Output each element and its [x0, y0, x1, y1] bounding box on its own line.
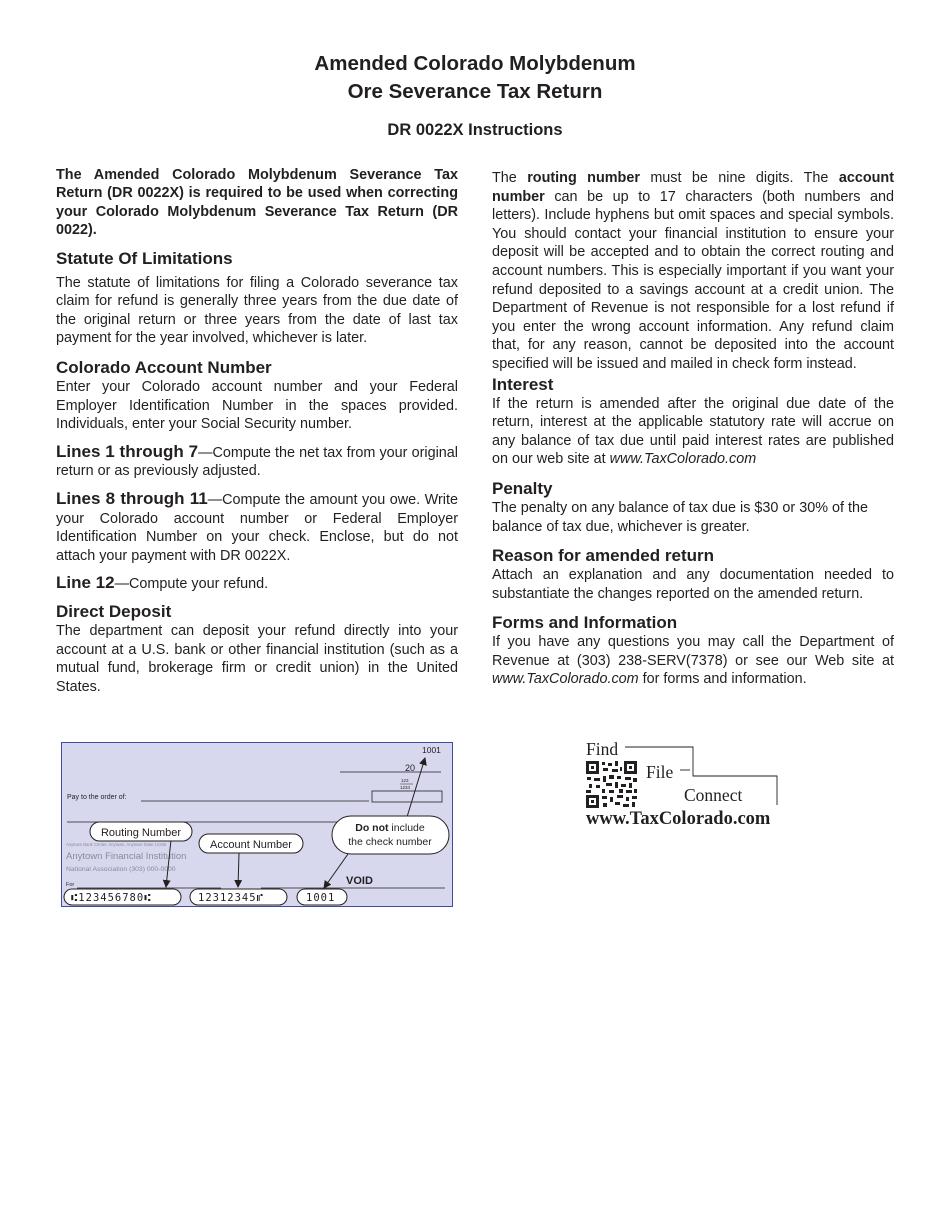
right-column [492, 169, 894, 689]
micr-routing: ⑆123456780⑆ [71, 892, 152, 904]
logo-find: Find [586, 739, 619, 759]
left-column [56, 166, 458, 696]
bank-name: Anytown Financial Institution [66, 851, 187, 862]
penalty-text: The penalty on any balance of tax due is $30 or 30% of the balance of tax due, whichever is greater. [492, 499, 869, 535]
routing-text-2: must be nine digits. The [639, 170, 839, 186]
routing-paragraph [492, 169, 894, 374]
interest-text: If the return is amended after the original due date of the return, interest at the applicable statutory rate will accrue on any balance of tax due until paid interest rates are published on our web site at [492, 395, 894, 468]
void-label: VOID [346, 875, 373, 887]
forms-paragraph [492, 633, 894, 689]
subtitle: DR 0022X Instructions [387, 121, 563, 139]
lines-1-7: Lines 1 through 7—Compute the net tax from your original return or as previously adjusted. [56, 441, 458, 480]
routing-callout-label: Routing Number [100, 827, 182, 839]
logo-connect: Connect [684, 785, 743, 805]
lines-8-11-heading: Lines 8 through 11 [56, 488, 208, 508]
account-number-term: account number [492, 170, 894, 205]
fraction-bottom: 1234 [400, 785, 411, 790]
for-label: For [66, 882, 75, 888]
logo-file: File [646, 762, 674, 782]
statute-text: The statute of limitations for filing a Colorado severance tax claim for refund is generally three years from the due date of the original return or three years from the date of last tax payment for the year involved, whichever is later. [56, 274, 458, 347]
interest-paragraph [492, 395, 894, 469]
taxcolorado-logo [585, 736, 830, 831]
donot-line-1 [355, 822, 425, 834]
fraction-top: 123 [401, 778, 409, 783]
line-12-text: Compute your refund. [128, 576, 269, 593]
account-heading: Colorado Account Number [56, 358, 272, 377]
bank-association: National Association (303) 000-0000 [66, 866, 176, 873]
routing-text-1: The [492, 170, 528, 186]
page-title [0, 50, 950, 106]
deposit-heading: Direct Deposit [56, 601, 172, 621]
lines-8-11: Lines 8 through 11—Compute the amount you owe. Write your Colorado account number or Federal Employer Identification Number on your check. Enclose, but do not attach your payment with DR 0022X. [56, 488, 458, 564]
deposit-text: The department can deposit your refund directly into your account at a U.S. bank or other financial institution (such as a mutual fund, brokerage firm or credit union) in the United States. [56, 622, 458, 695]
intro-paragraph: The Amended Colorado Molybdenum Severance Tax Return (DR 0022X) is required to be used when correcting your Colorado Molybdenum Severance Tax Return (DR 0022). [56, 167, 458, 239]
donot-line-2: the check number [348, 836, 432, 848]
statute-heading: Statute Of Limitations [56, 248, 233, 268]
micr-account: 12312345⑈ [198, 892, 264, 904]
line-12-heading: Line 12 [56, 573, 115, 593]
donot-bold: Do not [355, 822, 389, 834]
forms-text-2: for forms and information. [638, 671, 807, 688]
pay-to-label: Pay to the order of: [67, 794, 127, 801]
date-prefix: 20 [405, 763, 416, 773]
interest-heading: Interest [492, 374, 554, 394]
check-number: 1001 [422, 745, 441, 755]
lines-1-7-heading: Lines 1 through 7 [56, 441, 199, 461]
forms-text-1: If you have any questions you may call the Department of Revenue at (303) 238-SERV(7378) or see our Web site at [492, 634, 894, 669]
forms-heading: Forms and Information [492, 613, 678, 633]
micr-check: 1001 [306, 892, 336, 904]
donot-rest: include [388, 822, 425, 834]
sample-check [61, 742, 453, 907]
routing-number-term: routing number [527, 170, 640, 186]
penalty-heading: Penalty [492, 478, 553, 498]
account-callout-label: Account Number [210, 839, 292, 851]
title-line-1: Amended Colorado Molybdenum [314, 52, 636, 75]
account-text: Enter your Colorado account number and your Federal Employer Identification Number in the spaces provided. Individuals, enter your Social Security number. [56, 379, 458, 433]
routing-text-3: can be up to 17 characters (both numbers and letters). Include hyphens but omit spaces and special symbols. You should contact your financial institution to ensure your deposit will be accepted and to obtain the correct routing and account numbers. This is especially important if you want your refund deposited to a savings account at a credit union. The Department of Revenue is not responsible for a lost refund if you enter the wrong account information. Any refund claim that, for any reason, cannot be deposited into the account specified will be issued and mailed in check form instead. [492, 188, 894, 372]
forms-link[interactable]: www.TaxColorado.com [492, 671, 639, 688]
interest-link[interactable]: www.TaxColorado.com [609, 451, 757, 468]
logo-url: www.TaxColorado.com [586, 809, 771, 829]
bank-small: Anytown Bank Center, Anytown, Anytown State 12345 [66, 842, 167, 847]
line-12: Line 12—Compute your refund. [56, 573, 269, 593]
reason-text: Attach an explanation and any documentation needed to substantiate the changes reported on the amended return. [492, 567, 894, 602]
lines-1-7-text: Compute the net tax from your original return or as previously adjusted. [56, 444, 458, 480]
qr-code-icon [586, 761, 637, 808]
reason-heading: Reason for amended return [492, 546, 714, 566]
lines-8-11-text: Compute the amount you owe. Write your Colorado account number or Federal Employer Identification Number on your check. Enclose, but do not attach your payment with DR 0022X. [56, 491, 458, 564]
title-line-2: Ore Severance Tax Return [347, 80, 603, 103]
